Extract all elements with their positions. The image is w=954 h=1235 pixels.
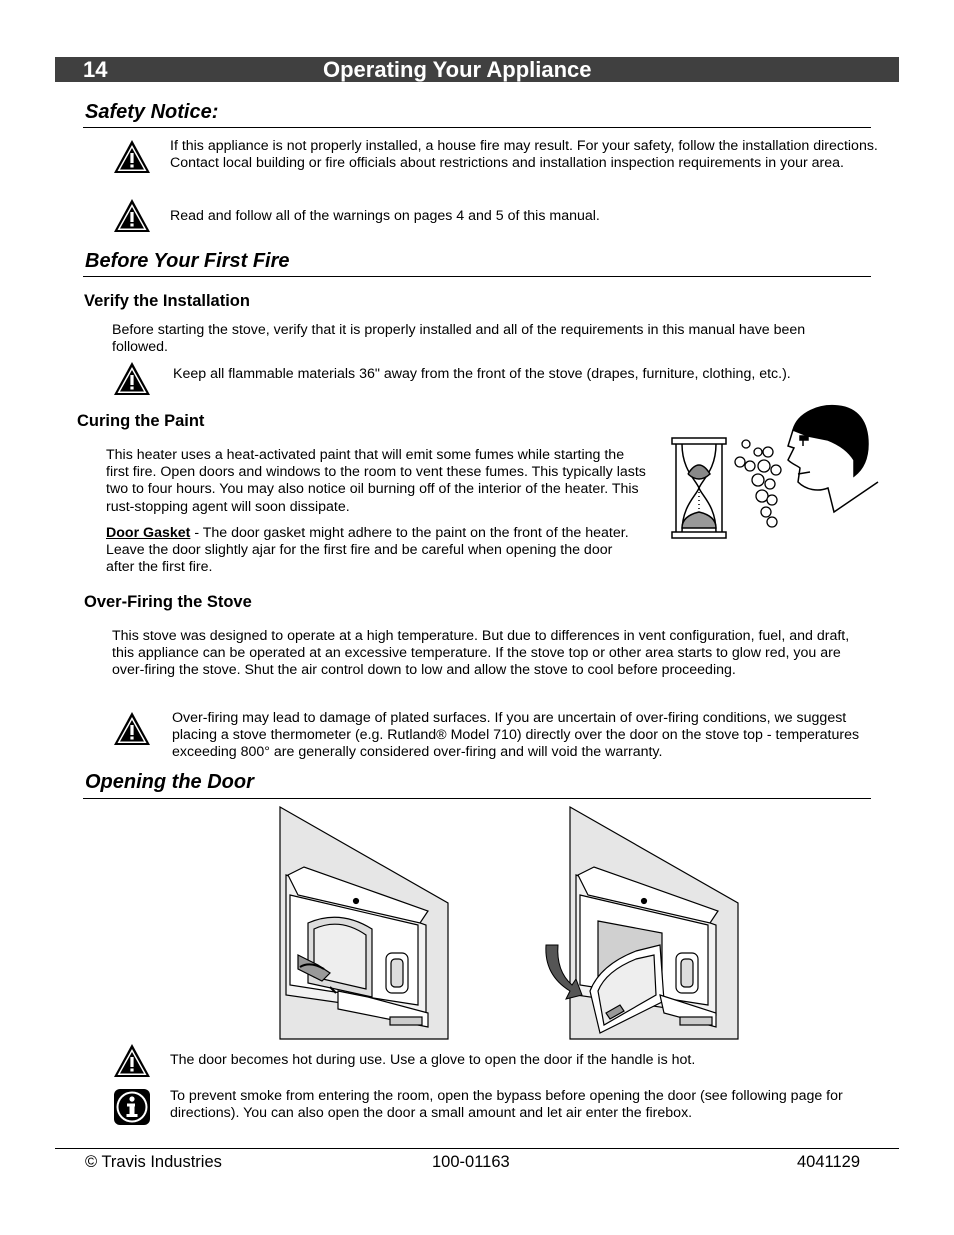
warning-triangle-icon bbox=[112, 360, 152, 398]
overfiring-heading: Over-Firing the Stove bbox=[84, 593, 252, 611]
warning-triangle-icon bbox=[112, 710, 152, 748]
curing-paint-heading: Curing the Paint bbox=[77, 412, 205, 430]
door-hot-warning: The door becomes hot during use. Use a glove to open the door if the handle is hot. bbox=[170, 1052, 696, 1068]
footer-copyright: © Travis Industries bbox=[85, 1153, 222, 1171]
verify-installation-body: Before starting the stove, verify that it is properly installed and all of the requirements in this manual have been followed. bbox=[112, 322, 806, 356]
page-header-bar bbox=[55, 57, 899, 82]
warning-triangle-icon bbox=[112, 138, 152, 176]
overfiring-body: This stove was designed to operate at a high temperature. But due to differences in vent configuration, fuel, and draft, this appliance can be operated at an excessive temperature. If the stove top or other area starts to glow red, you are over-firing the stove. Shut the air control down to low and allow the stove to cool before proceeding. bbox=[112, 628, 850, 679]
stove-door-open-illustration bbox=[540, 805, 740, 1041]
first-fire-heading: Before Your First Fire bbox=[85, 250, 290, 272]
door-gasket-note bbox=[106, 525, 636, 577]
bypass-info: To prevent smoke from entering the room, open the bypass before opening the door (see following page for directions). You can also open the door a small amount and let air enter the firebox. bbox=[170, 1088, 843, 1122]
hourglass-icon bbox=[672, 438, 726, 538]
warning-triangle-icon bbox=[112, 197, 152, 235]
flammable-warning: Keep all flammable materials 36" away from the front of the stove (drapes, furniture, clothing, etc.). bbox=[173, 366, 791, 382]
stove-door-closed-illustration bbox=[278, 805, 450, 1041]
footer-rule bbox=[55, 1148, 899, 1149]
safety-warning-read: Read and follow all of the warnings on pages 4 and 5 of this manual. bbox=[170, 208, 600, 224]
curing-paint-body: This heater uses a heat-activated paint that will emit some fumes while starting the first fire. Open doors and windows to the room to vent these fumes. This typically lasts two to four hours. You may also notice oil burning off of the interior of the heater. This rust-stopping agent will soon dissipate. bbox=[106, 447, 646, 515]
overfiring-warning: Over-firing may lead to damage of plated surfaces. If you are uncertain of over-firing conditions, we suggest placing a stove thermometer (e.g. Rutland® Model 710) directly over the door on the stove top - temperatures exceeding 800° are generally considered over-firing and will void the warranty. bbox=[172, 710, 860, 761]
door-gasket-text: - The door gasket might adhere to the paint on the front of the heater. Leave the door slightly ajar for the first fire and be careful when opening the door after the first fire. bbox=[106, 525, 629, 576]
section-rule bbox=[83, 798, 871, 799]
opening-door-heading: Opening the Door bbox=[85, 771, 254, 793]
fume-clouds bbox=[735, 440, 781, 527]
safety-notice-heading: Safety Notice: bbox=[85, 101, 219, 123]
verify-installation-heading: Verify the Installation bbox=[84, 292, 250, 310]
footer-document-number: 100-01163 bbox=[432, 1153, 510, 1171]
page-number: 14 bbox=[83, 57, 108, 82]
section-rule bbox=[83, 127, 871, 128]
safety-warning-install: If this appliance is not properly installed, a house fire may result. For your safety, follow the installation directions. Contact local building or fire officials about restrictions and installation inspection requirements in your area. bbox=[170, 138, 878, 172]
info-icon bbox=[112, 1088, 152, 1126]
section-rule bbox=[83, 276, 871, 277]
page-title: Operating Your Appliance bbox=[323, 57, 592, 82]
door-gasket-label: Door Gasket bbox=[106, 525, 191, 541]
warning-triangle-icon bbox=[112, 1042, 152, 1080]
face-icon bbox=[788, 406, 878, 512]
footer-part-number: 4041129 bbox=[797, 1153, 861, 1171]
curing-fumes-illustration bbox=[668, 400, 882, 542]
